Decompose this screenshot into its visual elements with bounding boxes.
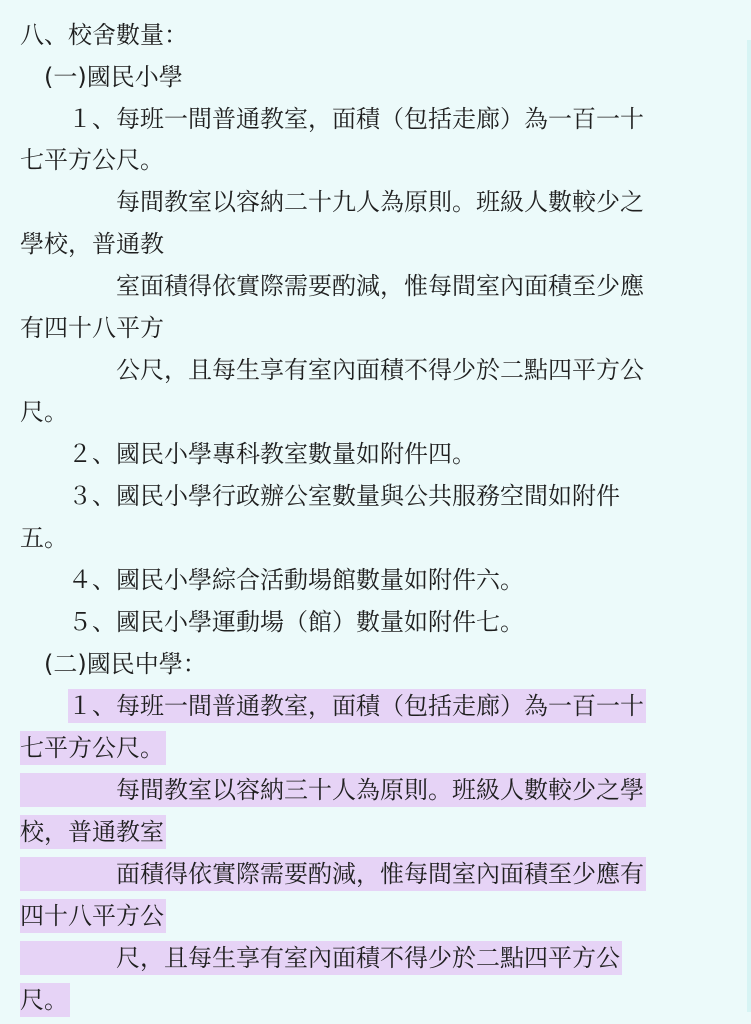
highlighted-paragraph-line (20, 983, 751, 1017)
paragraph-line: ４、國民小學綜合活動場館數量如附件六。 (20, 566, 524, 594)
highlighted-paragraph-line (20, 857, 751, 891)
paragraph-line: 五。 (20, 524, 68, 552)
highlighted-paragraph-line (20, 899, 751, 933)
paragraph-line: 公尺，且每生享有室內面積不得少於二點四平方公 (20, 356, 644, 384)
highlighted-text: 校，普通教室 (20, 815, 166, 849)
highlighted-paragraph-line (20, 731, 751, 765)
paragraph-line: ２、國民小學專科教室數量如附件四。 (20, 440, 476, 468)
paragraph-line: 每間教室以容納二十九人為原則。班級人數較少之 (20, 188, 644, 216)
paragraph-line: 學校，普通教 (20, 230, 164, 258)
subsection-heading-elementary: (一)國民小學 (20, 63, 183, 91)
highlighted-paragraph-line (20, 773, 751, 807)
paragraph-line: １、每班一間普通教室，面積（包括走廊）為一百一十 (20, 105, 644, 133)
highlighted-text: 七平方公尺。 (20, 731, 166, 765)
highlighted-text: 每間教室以容納三十人為原則。班級人數較少之學 (20, 773, 646, 807)
highlighted-text: 四十八平方公 (20, 899, 166, 933)
indent-space (20, 692, 68, 720)
highlighted-paragraph-line (20, 815, 751, 849)
highlighted-paragraph-line (20, 689, 751, 723)
paragraph-line: ３、國民小學行政辦公室數量與公共服務空間如附件 (20, 482, 620, 510)
highlighted-text: 面積得依實際需要酌減，惟每間室內面積至少應有 (20, 857, 646, 891)
paragraph-line: 七平方公尺。 (20, 146, 164, 174)
paragraph-line: ５、國民小學運動場（館）數量如附件七。 (20, 608, 524, 636)
section-heading: 八、校舍數量： (20, 21, 188, 49)
paragraph-line: 有四十八平方 (20, 314, 164, 342)
subsection-heading-junior-high: (二)國民中學： (20, 650, 207, 678)
scrollbar[interactable] (747, 40, 751, 1012)
highlighted-text: １、每班一間普通教室，面積（包括走廊）為一百一十 (68, 689, 646, 723)
highlighted-text: 尺，且每生享有室內面積不得少於二點四平方公 (20, 941, 622, 975)
paragraph-line: 室面積得依實際需要酌減，惟每間室內面積至少應 (20, 272, 644, 300)
paragraph-line: 尺。 (20, 398, 68, 426)
highlighted-paragraph-line (20, 941, 751, 975)
highlighted-text: 尺。 (20, 983, 70, 1017)
